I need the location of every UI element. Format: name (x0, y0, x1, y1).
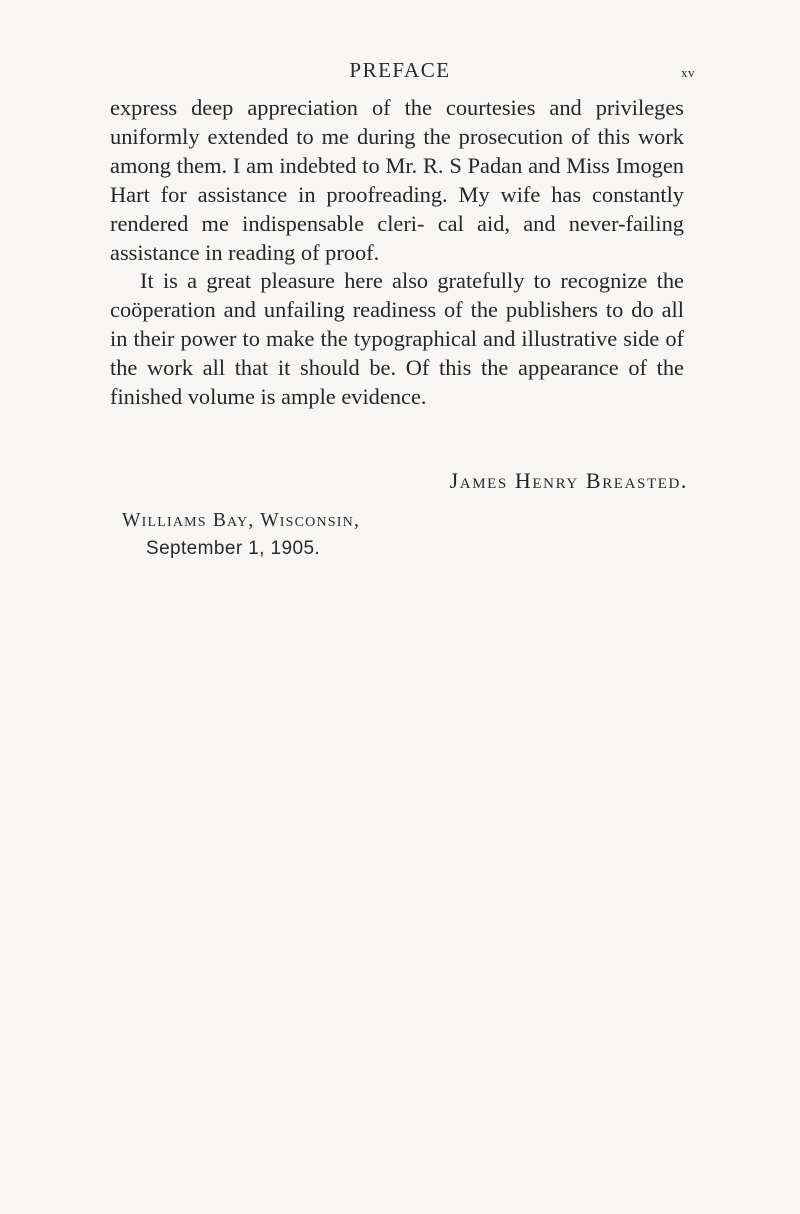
signature-date: September 1, 1905. (146, 538, 321, 559)
page-number: xv (681, 65, 695, 80)
author-signature: James Henry Breasted. (449, 468, 688, 493)
running-title: PREFACE (349, 58, 451, 82)
paragraph-continued: express deep appreciation of the courtesies and privileges uniformly extended to me during the prosecution of this work among them. I am indebted to Mr. R. S Padan and Miss Imogen Hart for assistance in proofreading. My wife has constantly rendered me indispensable cleri- cal aid, and never-failing assistance in reading of proof. (110, 95, 684, 265)
preface-body (110, 94, 684, 412)
paragraph-acknowledgement: It is a great pleasure here also gratefully to recognize the coöperation and unfailing readiness of the publishers to do all in their power to make the typographical and illustrative side of the work all that it should be. Of this the appearance of the finished volume is ample evidence. (110, 268, 684, 410)
signature-place: Williams Bay, Wisconsin, (122, 510, 361, 531)
